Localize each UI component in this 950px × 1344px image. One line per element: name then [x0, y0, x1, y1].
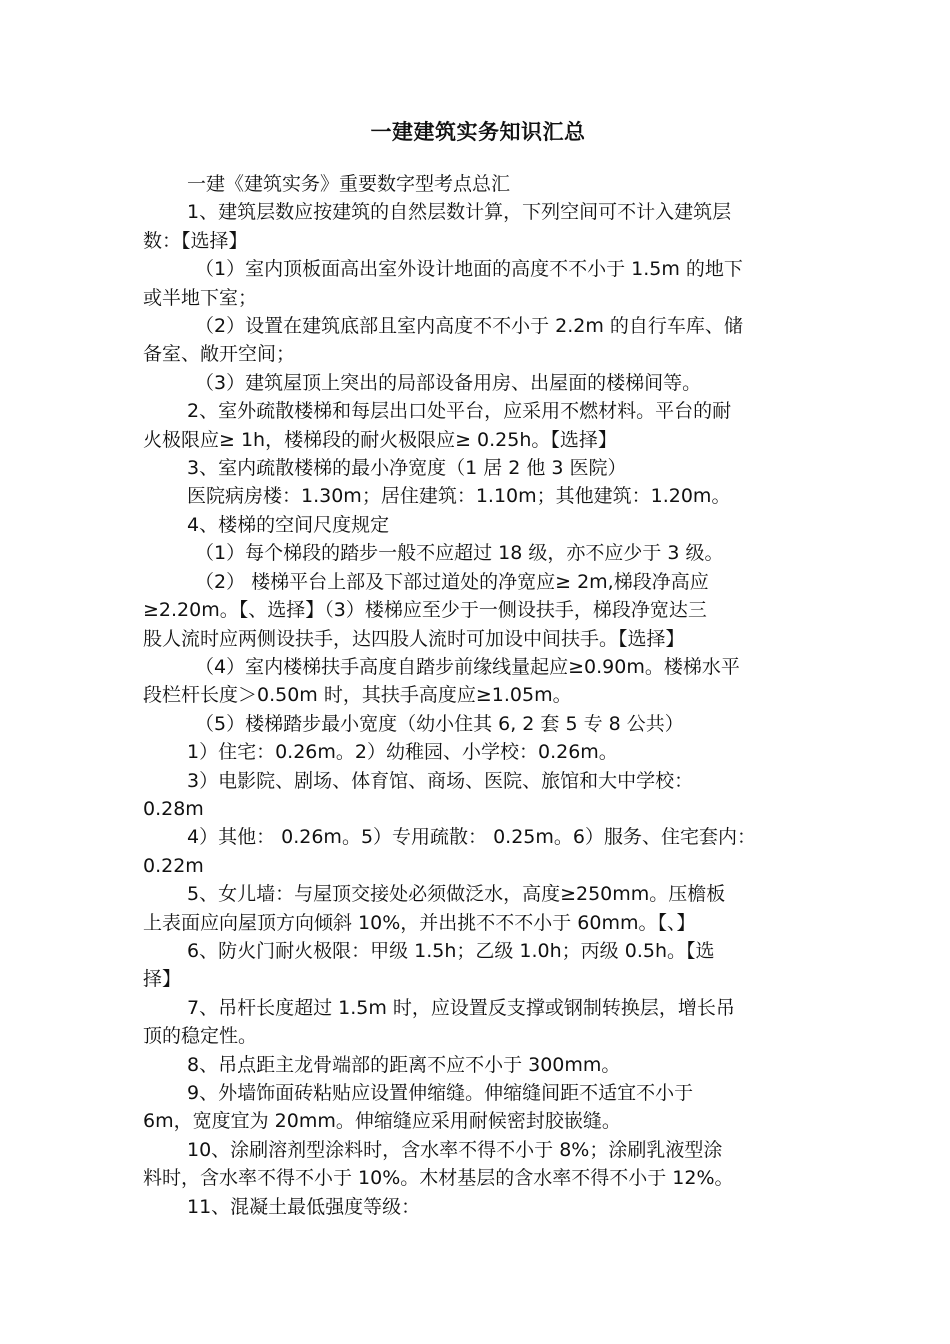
paragraph — [143, 312, 813, 369]
paragraph-line: 备室、敞开空间； — [143, 343, 296, 366]
paragraph — [143, 454, 813, 482]
paragraph-line: 数：【选择】 — [143, 229, 248, 252]
paragraph — [143, 738, 813, 766]
paragraph — [143, 568, 813, 653]
paragraph-line: 0.22m — [143, 854, 204, 877]
paragraph — [143, 170, 813, 198]
paragraph-line: 11、混凝土最低强度等级： — [187, 1195, 421, 1218]
paragraph-line: 4、楼梯的空间尺度规定 — [187, 513, 390, 536]
paragraph — [143, 198, 813, 255]
paragraph-line: 一建《建筑实务》重要数字型考点总汇 — [187, 173, 511, 195]
paragraph-line: ≥2.20m。【、选择】（3）楼梯应至少于一侧设扶手，梯段净宽达三 — [143, 599, 707, 622]
paragraph — [143, 1193, 813, 1221]
paragraph-line: 顶的稳定性。 — [143, 1025, 258, 1048]
paragraph-line: 3）电影院、剧场、体育馆、商场、医院、旅馆和大中学校： — [187, 769, 694, 792]
paragraph-line: 10、涂刷溶剂型涂料时，含水率不得不小于 8%；涂刷乳液型涂 — [187, 1138, 723, 1161]
paragraph-line: 0.28m — [143, 797, 204, 820]
paragraph — [143, 823, 813, 880]
paragraph-line: （1）室内顶板面高出室外设计地面的高度不不小于 1.5m 的地下 — [195, 258, 743, 281]
document-title: 一建建筑实务知识汇总 — [370, 120, 586, 144]
paragraph-line: 8、吊点距主龙骨端部的距离不应不小于 300mm。 — [187, 1053, 621, 1076]
paragraph-line: 5、女儿墙：与屋顶交接处必须做泛水，高度≥250mm。压檐板 — [187, 883, 726, 906]
paragraph — [143, 767, 813, 824]
paragraph — [143, 937, 813, 994]
paragraph-line: 火极限应≥ 1h，楼梯段的耐火极限应≥ 0.25h。【选择】 — [143, 428, 617, 451]
document-page — [143, 116, 813, 1221]
paragraph — [143, 369, 813, 397]
paragraph — [143, 1136, 813, 1193]
paragraph-line: 1、建筑层数应按建筑的自然层数计算，下列空间可不计入建筑层 — [187, 201, 732, 224]
paragraph — [143, 880, 813, 937]
paragraph — [143, 1051, 813, 1079]
paragraph-line: 股人流时应两侧设扶手，达四股人流时可加设中间扶手。【选择】 — [143, 627, 685, 650]
document-body — [143, 170, 813, 1221]
paragraph — [143, 255, 813, 312]
paragraph-line: 2、室外疏散楼梯和每层出口处平台，应采用不燃材料。平台的耐 — [187, 400, 732, 423]
paragraph-line: （2）设置在建筑底部且室内高度不不小于 2.2m 的自行车库、储 — [195, 315, 743, 338]
paragraph — [143, 653, 813, 710]
paragraph-line: 4）其他： 0.26m。5）专用疏散： 0.25m。6）服务、住宅套内： — [187, 826, 756, 849]
paragraph-line: （5）楼梯踏步最小宽度（幼小住其 6, 2 套 5 专 8 公共） — [195, 712, 684, 735]
paragraph-line: （3）建筑屋顶上突出的局部设备用房、出屋面的楼梯间等。 — [195, 371, 702, 394]
paragraph-line: 料时，含水率不得不小于 10%。木材基层的含水率不得不小于 12%。 — [143, 1167, 734, 1190]
paragraph-line: 7、吊杆长度超过 1.5m 时，应设置反支撑或钢制转换层，增长吊 — [187, 996, 735, 1019]
paragraph — [143, 710, 813, 738]
paragraph-line: 医院病房楼：1.30m；居住建筑：1.10m；其他建筑：1.20m。 — [187, 485, 731, 508]
paragraph — [143, 482, 813, 510]
paragraph — [143, 994, 813, 1051]
paragraph — [143, 397, 813, 454]
paragraph-line: （4）室内楼梯扶手高度自踏步前缘线量起应≥0.90m。楼梯水平 — [195, 655, 740, 678]
paragraph-line: 段栏杆长度＞0.50m 时，其扶手高度应≥1.05m。 — [143, 684, 572, 707]
paragraph — [143, 1079, 813, 1136]
paragraph-line: （1）每个梯段的踏步一般不应超过 18 级，亦不应少于 3 级。 — [195, 542, 724, 565]
paragraph-line: 上表面应向屋顶方向倾斜 10%，并出挑不不不小于 60mm。【、】 — [143, 911, 696, 934]
paragraph — [143, 539, 813, 567]
paragraph — [143, 511, 813, 539]
paragraph-line: 3、室内疏散楼梯的最小净宽度（1 居 2 他 3 医院） — [187, 457, 627, 480]
paragraph-line: 9、外墙饰面砖粘贴应设置伸缩缝。伸缩缝间距不适宜不小于 — [187, 1082, 694, 1104]
paragraph-line: 6m，宽度宜为 20mm。伸缩缝应采用耐候密封胶嵌缝。 — [143, 1110, 621, 1133]
paragraph-line: 6、防火门耐火极限：甲级 1.5h；乙级 1.0h；丙级 0.5h。【选 — [187, 939, 715, 962]
paragraph-line: 1）住宅：0.26m。2）幼稚园、小学校：0.26m。 — [187, 741, 618, 764]
paragraph-line: 或半地下室； — [143, 286, 258, 309]
paragraph-line: 择】 — [143, 968, 182, 991]
paragraph-line: （2） 楼梯平台上部及下部过道处的净宽应≥ 2m,梯段净高应 — [195, 570, 709, 593]
